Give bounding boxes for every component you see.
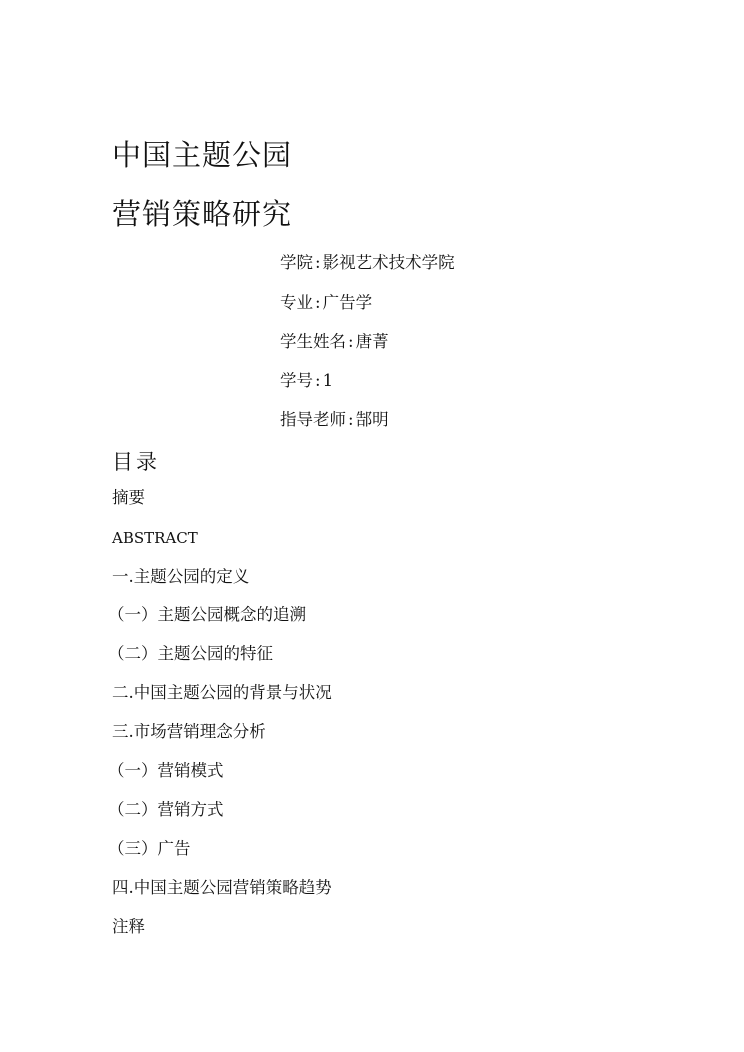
toc-item-section-2: 二.中国主题公园的背景与状况 [112, 683, 332, 702]
meta-student-name: 学生姓名 : 唐菁 [280, 332, 389, 351]
title-line-2: 营销策略研究 [112, 197, 293, 231]
toc-item-abstract-en: ABSTRACT [112, 529, 198, 547]
toc-item-notes: 注释 [112, 917, 145, 936]
toc-item-abstract-cn: 摘要 [112, 488, 145, 507]
meta-value: 唐菁 [355, 332, 389, 351]
meta-value: 影视艺术技术学院 [322, 253, 455, 272]
meta-student-id: 学号 : 1 [280, 371, 334, 390]
toc-item-section-1: 一.主题公园的定义 [112, 567, 250, 586]
toc-item-section-3: 三.市场营销理念分析 [112, 722, 266, 741]
meta-value: 1 [322, 371, 334, 390]
meta-advisor: 指导老师 : 郜明 [280, 410, 389, 429]
meta-label: 学生姓名 [280, 332, 346, 351]
meta-label: 学院 [280, 253, 313, 272]
title-line-1: 中国主题公园 [112, 138, 293, 172]
toc-item-section-1-1: （一）主题公园概念的追溯 [108, 605, 306, 624]
meta-college: 学院 : 影视艺术技术学院 [280, 253, 455, 272]
toc-item-section-4: 四.中国主题公园营销策略趋势 [112, 878, 332, 897]
meta-label: 专业 [280, 293, 313, 312]
toc-item-section-1-2: （二）主题公园的特征 [108, 644, 273, 663]
meta-label: 指导老师 [280, 410, 346, 429]
toc-item-section-3-3: （三）广告 [108, 839, 191, 858]
meta-label: 学号 [280, 371, 313, 390]
toc-item-section-3-2: （二）营销方式 [108, 800, 224, 819]
toc-heading: 目录 [112, 450, 160, 474]
meta-major: 专业 : 广告学 [280, 293, 373, 312]
meta-value: 郜明 [355, 410, 389, 429]
meta-value: 广告学 [322, 293, 373, 312]
toc-item-section-3-1: （一）营销模式 [108, 761, 224, 780]
